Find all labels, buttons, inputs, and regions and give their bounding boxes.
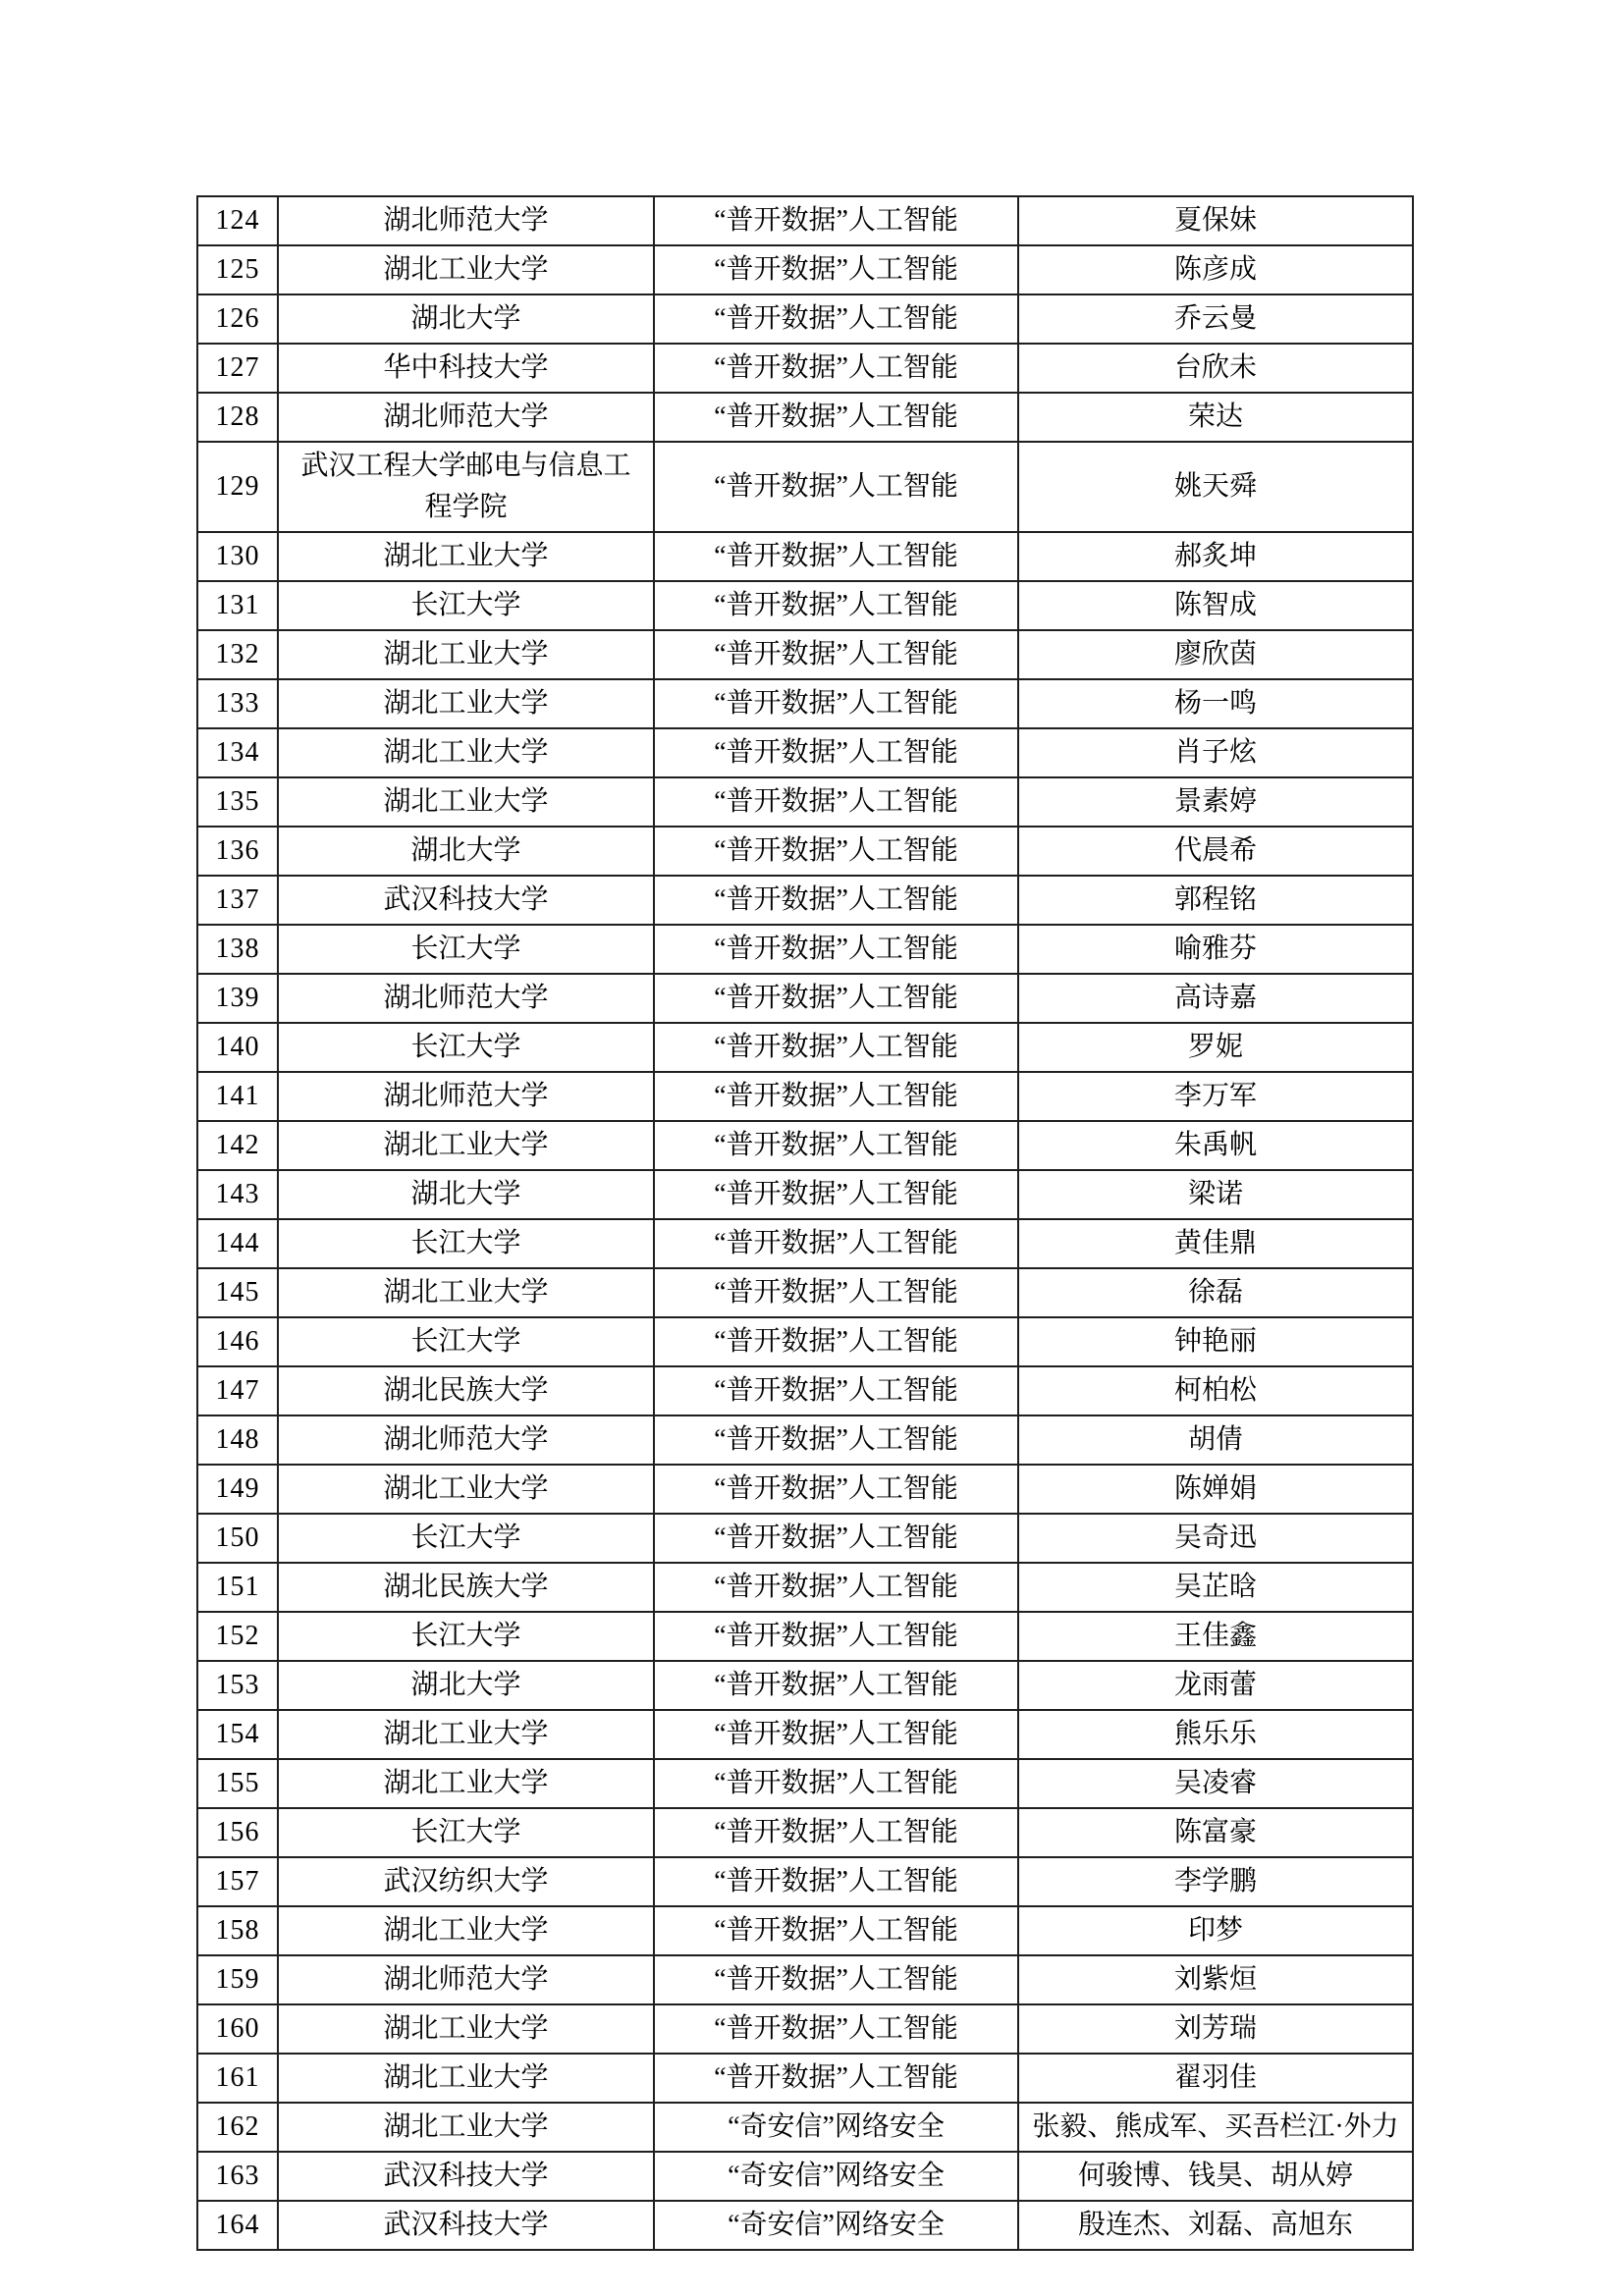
table-row [197, 679, 1413, 728]
row-number-cell: 146 [197, 1317, 278, 1366]
table-row [197, 1366, 1413, 1415]
program-cell: “普开数据”人工智能 [654, 1661, 1018, 1710]
university-cell: 长江大学 [278, 1317, 654, 1366]
awardee-name-cell: 梁诺 [1018, 1170, 1413, 1219]
row-number-cell: 157 [197, 1857, 278, 1906]
awardee-name-cell: 柯柏松 [1018, 1366, 1413, 1415]
table-row [197, 827, 1413, 876]
table-row [197, 2103, 1413, 2152]
awardee-name-cell: 杨一鸣 [1018, 679, 1413, 728]
row-number-cell: 141 [197, 1072, 278, 1121]
awardee-name-cell: 夏保妹 [1018, 196, 1413, 245]
awardee-name-cell: 郭程铭 [1018, 876, 1413, 925]
program-cell: “普开数据”人工智能 [654, 1072, 1018, 1121]
table-row [197, 2054, 1413, 2103]
university-cell: 湖北工业大学 [278, 532, 654, 581]
program-cell: “普开数据”人工智能 [654, 245, 1018, 294]
university-cell: 湖北工业大学 [278, 1710, 654, 1759]
awardee-name-cell: 陈富豪 [1018, 1808, 1413, 1857]
table-row [197, 1563, 1413, 1612]
awardee-name-cell: 龙雨蕾 [1018, 1661, 1413, 1710]
university-cell: 武汉科技大学 [278, 2201, 654, 2250]
university-cell: 湖北民族大学 [278, 1366, 654, 1415]
table-row [197, 2004, 1413, 2054]
row-number-cell: 137 [197, 876, 278, 925]
table-body [197, 196, 1413, 2250]
university-cell: 湖北师范大学 [278, 1955, 654, 2004]
university-cell: 湖北大学 [278, 827, 654, 876]
award-roster-table [196, 195, 1414, 2251]
program-cell: “奇安信”网络安全 [654, 2152, 1018, 2201]
program-cell: “普开数据”人工智能 [654, 581, 1018, 630]
table-row [197, 777, 1413, 827]
program-cell: “普开数据”人工智能 [654, 827, 1018, 876]
university-cell: 湖北大学 [278, 1170, 654, 1219]
awardee-name-cell: 廖欣茵 [1018, 630, 1413, 679]
table-row [197, 1023, 1413, 1072]
awardee-name-cell: 吴奇迅 [1018, 1514, 1413, 1563]
program-cell: “普开数据”人工智能 [654, 1121, 1018, 1170]
table-row [197, 1219, 1413, 1268]
awardee-name-cell: 胡倩 [1018, 1415, 1413, 1465]
row-number-cell: 145 [197, 1268, 278, 1317]
row-number-cell: 124 [197, 196, 278, 245]
awardee-name-cell: 景素婷 [1018, 777, 1413, 827]
table-row [197, 196, 1413, 245]
table-row [197, 1955, 1413, 2004]
university-cell: 长江大学 [278, 1514, 654, 1563]
program-cell: “普开数据”人工智能 [654, 1808, 1018, 1857]
university-cell: 湖北师范大学 [278, 974, 654, 1023]
table-row [197, 1710, 1413, 1759]
program-cell: “普开数据”人工智能 [654, 1219, 1018, 1268]
row-number-cell: 131 [197, 581, 278, 630]
row-number-cell: 132 [197, 630, 278, 679]
program-cell: “普开数据”人工智能 [654, 1563, 1018, 1612]
row-number-cell: 129 [197, 442, 278, 532]
row-number-cell: 143 [197, 1170, 278, 1219]
program-cell: “普开数据”人工智能 [654, 2004, 1018, 2054]
university-cell: 湖北工业大学 [278, 2054, 654, 2103]
row-number-cell: 133 [197, 679, 278, 728]
row-number-cell: 155 [197, 1759, 278, 1808]
awardee-name-cell: 李学鹏 [1018, 1857, 1413, 1906]
table-row [197, 581, 1413, 630]
program-cell: “奇安信”网络安全 [654, 2103, 1018, 2152]
table-row [197, 1808, 1413, 1857]
row-number-cell: 134 [197, 728, 278, 777]
program-cell: “普开数据”人工智能 [654, 777, 1018, 827]
program-cell: “普开数据”人工智能 [654, 1955, 1018, 2004]
program-cell: “普开数据”人工智能 [654, 2054, 1018, 2103]
awardee-name-cell: 何骏博、钱昊、胡从婷 [1018, 2152, 1413, 2201]
university-cell: 湖北工业大学 [278, 1759, 654, 1808]
program-cell: “普开数据”人工智能 [654, 1268, 1018, 1317]
table-row [197, 1317, 1413, 1366]
awardee-name-cell: 朱禹帆 [1018, 1121, 1413, 1170]
program-cell: “普开数据”人工智能 [654, 196, 1018, 245]
program-cell: “普开数据”人工智能 [654, 1612, 1018, 1661]
row-number-cell: 128 [197, 393, 278, 442]
awardee-name-cell: 高诗嘉 [1018, 974, 1413, 1023]
university-cell: 湖北工业大学 [278, 679, 654, 728]
row-number-cell: 162 [197, 2103, 278, 2152]
university-cell: 湖北工业大学 [278, 1906, 654, 1955]
university-cell: 华中科技大学 [278, 344, 654, 393]
row-number-cell: 164 [197, 2201, 278, 2250]
awardee-name-cell: 钟艳丽 [1018, 1317, 1413, 1366]
program-cell: “普开数据”人工智能 [654, 1170, 1018, 1219]
row-number-cell: 160 [197, 2004, 278, 2054]
table-row [197, 1415, 1413, 1465]
program-cell: “普开数据”人工智能 [654, 679, 1018, 728]
row-number-cell: 151 [197, 1563, 278, 1612]
university-cell: 武汉科技大学 [278, 2152, 654, 2201]
awardee-name-cell: 刘芳瑞 [1018, 2004, 1413, 2054]
university-cell: 湖北民族大学 [278, 1563, 654, 1612]
program-cell: “普开数据”人工智能 [654, 876, 1018, 925]
program-cell: “普开数据”人工智能 [654, 974, 1018, 1023]
row-number-cell: 149 [197, 1465, 278, 1514]
table-row [197, 1906, 1413, 1955]
row-number-cell: 126 [197, 294, 278, 344]
table-row [197, 1170, 1413, 1219]
university-cell: 长江大学 [278, 1808, 654, 1857]
row-number-cell: 148 [197, 1415, 278, 1465]
awardee-name-cell: 喻雅芬 [1018, 925, 1413, 974]
row-number-cell: 152 [197, 1612, 278, 1661]
row-number-cell: 156 [197, 1808, 278, 1857]
program-cell: “普开数据”人工智能 [654, 344, 1018, 393]
program-cell: “普开数据”人工智能 [654, 1906, 1018, 1955]
awardee-name-cell: 李万军 [1018, 1072, 1413, 1121]
table-row [197, 1612, 1413, 1661]
awardee-name-cell: 陈婵娟 [1018, 1465, 1413, 1514]
row-number-cell: 158 [197, 1906, 278, 1955]
program-cell: “普开数据”人工智能 [654, 1023, 1018, 1072]
program-cell: “普开数据”人工智能 [654, 393, 1018, 442]
program-cell: “普开数据”人工智能 [654, 1317, 1018, 1366]
program-cell: “普开数据”人工智能 [654, 1514, 1018, 1563]
awardee-name-cell: 陈智成 [1018, 581, 1413, 630]
university-cell: 武汉科技大学 [278, 876, 654, 925]
row-number-cell: 142 [197, 1121, 278, 1170]
table-row [197, 532, 1413, 581]
program-cell: “奇安信”网络安全 [654, 2201, 1018, 2250]
table-row [197, 876, 1413, 925]
row-number-cell: 136 [197, 827, 278, 876]
university-cell: 武汉纺织大学 [278, 1857, 654, 1906]
program-cell: “普开数据”人工智能 [654, 1710, 1018, 1759]
table-row [197, 630, 1413, 679]
program-cell: “普开数据”人工智能 [654, 1366, 1018, 1415]
university-cell: 长江大学 [278, 1023, 654, 1072]
awardee-name-cell: 印梦 [1018, 1906, 1413, 1955]
program-cell: “普开数据”人工智能 [654, 728, 1018, 777]
university-cell: 湖北工业大学 [278, 245, 654, 294]
awardee-name-cell: 刘紫烜 [1018, 1955, 1413, 2004]
program-cell: “普开数据”人工智能 [654, 1759, 1018, 1808]
university-cell: 长江大学 [278, 1219, 654, 1268]
program-cell: “普开数据”人工智能 [654, 442, 1018, 532]
table-row [197, 1857, 1413, 1906]
awardee-name-cell: 熊乐乐 [1018, 1710, 1413, 1759]
awardee-name-cell: 王佳鑫 [1018, 1612, 1413, 1661]
university-cell: 武汉工程大学邮电与信息工程学院 [278, 442, 654, 532]
program-cell: “普开数据”人工智能 [654, 925, 1018, 974]
table-row [197, 1121, 1413, 1170]
table-row [197, 728, 1413, 777]
university-cell: 长江大学 [278, 1612, 654, 1661]
awardee-name-cell: 翟羽佳 [1018, 2054, 1413, 2103]
program-cell: “普开数据”人工智能 [654, 1857, 1018, 1906]
awardee-name-cell: 罗妮 [1018, 1023, 1413, 1072]
row-number-cell: 150 [197, 1514, 278, 1563]
awardee-name-cell: 台欣未 [1018, 344, 1413, 393]
university-cell: 湖北工业大学 [278, 728, 654, 777]
table-row [197, 1514, 1413, 1563]
row-number-cell: 147 [197, 1366, 278, 1415]
awardee-name-cell: 吴芷晗 [1018, 1563, 1413, 1612]
university-cell: 湖北师范大学 [278, 1415, 654, 1465]
table-row [197, 245, 1413, 294]
university-cell: 湖北大学 [278, 294, 654, 344]
university-cell: 湖北师范大学 [278, 1072, 654, 1121]
table-row [197, 393, 1413, 442]
program-cell: “普开数据”人工智能 [654, 1465, 1018, 1514]
awardee-name-cell: 徐磊 [1018, 1268, 1413, 1317]
awardee-name-cell: 姚天舜 [1018, 442, 1413, 532]
table-row [197, 1268, 1413, 1317]
row-number-cell: 130 [197, 532, 278, 581]
university-cell: 湖北工业大学 [278, 1465, 654, 1514]
table-row [197, 1465, 1413, 1514]
table-row [197, 294, 1413, 344]
row-number-cell: 135 [197, 777, 278, 827]
awardee-name-cell: 乔云曼 [1018, 294, 1413, 344]
university-cell: 湖北工业大学 [278, 1121, 654, 1170]
row-number-cell: 125 [197, 245, 278, 294]
row-number-cell: 159 [197, 1955, 278, 2004]
university-cell: 湖北工业大学 [278, 1268, 654, 1317]
program-cell: “普开数据”人工智能 [654, 294, 1018, 344]
university-cell: 长江大学 [278, 925, 654, 974]
table-row [197, 344, 1413, 393]
university-cell: 湖北工业大学 [278, 2004, 654, 2054]
row-number-cell: 127 [197, 344, 278, 393]
row-number-cell: 154 [197, 1710, 278, 1759]
university-cell: 湖北工业大学 [278, 2103, 654, 2152]
university-cell: 湖北师范大学 [278, 196, 654, 245]
awardee-name-cell: 荣达 [1018, 393, 1413, 442]
row-number-cell: 144 [197, 1219, 278, 1268]
awardee-name-cell: 黄佳鼎 [1018, 1219, 1413, 1268]
row-number-cell: 138 [197, 925, 278, 974]
table-row [197, 1072, 1413, 1121]
table-row [197, 974, 1413, 1023]
program-cell: “普开数据”人工智能 [654, 630, 1018, 679]
awardee-name-cell: 殷连杰、刘磊、高旭东 [1018, 2201, 1413, 2250]
program-cell: “普开数据”人工智能 [654, 1415, 1018, 1465]
table-row [197, 442, 1413, 532]
awardee-name-cell: 张毅、熊成军、买吾栏江·外力 [1018, 2103, 1413, 2152]
university-cell: 湖北工业大学 [278, 630, 654, 679]
row-number-cell: 153 [197, 1661, 278, 1710]
awardee-name-cell: 陈彦成 [1018, 245, 1413, 294]
table-row [197, 1661, 1413, 1710]
table-row [197, 2201, 1413, 2250]
university-cell: 湖北工业大学 [278, 777, 654, 827]
university-cell: 湖北大学 [278, 1661, 654, 1710]
university-cell: 长江大学 [278, 581, 654, 630]
awardee-name-cell: 郝炙坤 [1018, 532, 1413, 581]
row-number-cell: 139 [197, 974, 278, 1023]
university-cell: 湖北师范大学 [278, 393, 654, 442]
table-row [197, 925, 1413, 974]
awardee-name-cell: 吴凌睿 [1018, 1759, 1413, 1808]
awardee-name-cell: 肖子炫 [1018, 728, 1413, 777]
row-number-cell: 140 [197, 1023, 278, 1072]
awardee-name-cell: 代晨希 [1018, 827, 1413, 876]
program-cell: “普开数据”人工智能 [654, 532, 1018, 581]
table-row [197, 1759, 1413, 1808]
row-number-cell: 161 [197, 2054, 278, 2103]
table-row [197, 2152, 1413, 2201]
row-number-cell: 163 [197, 2152, 278, 2201]
